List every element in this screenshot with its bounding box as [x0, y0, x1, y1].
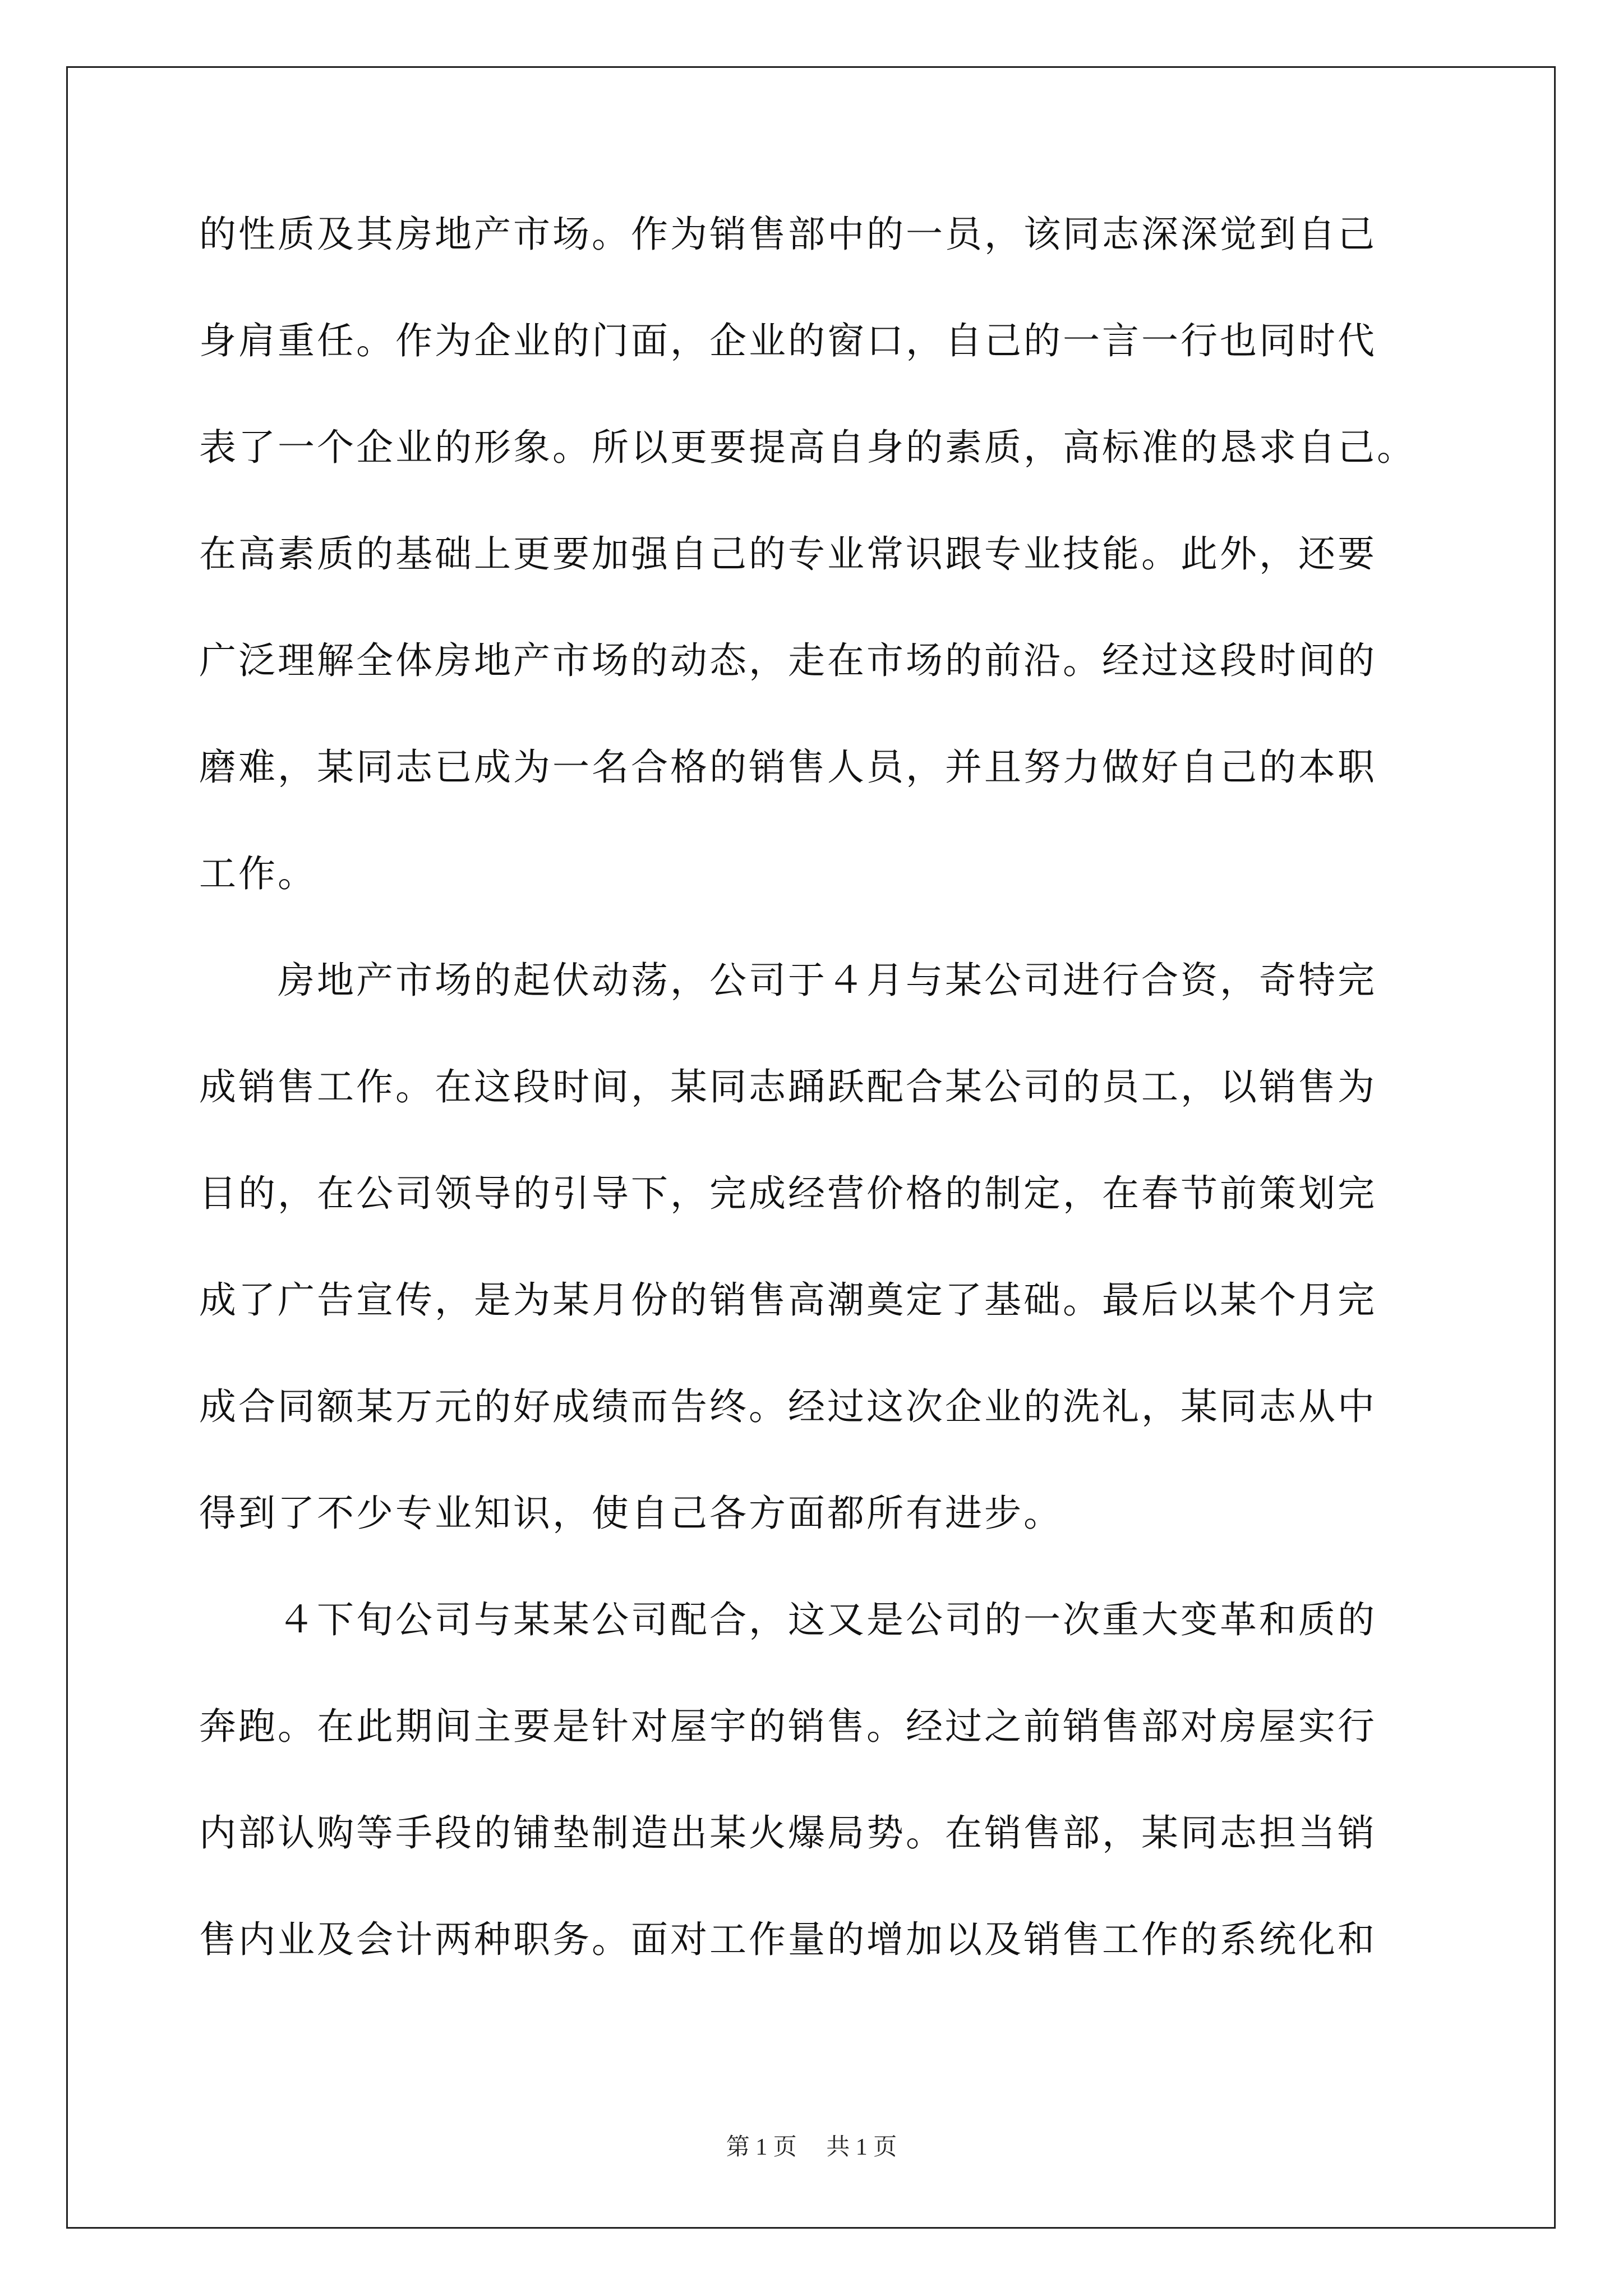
text-line: 身肩重任。作为企业的门面，企业的窗口，自己的一言一行也同时代 [199, 319, 1377, 362]
text-line: 表了一个企业的形象。所以更要提高自身的素质，高标准的恳求自己。 [199, 426, 1416, 469]
paragraph-3 [199, 1593, 1433, 1966]
text-line: 内部认购等手段的铺垫制造出某火爆局势。在销售部，某同志担当销 [199, 1811, 1377, 1855]
text-line: 奔跑。在此期间主要是针对屋宇的销售。经过之前销售部对房屋实行 [199, 1705, 1377, 1748]
text-line: 的性质及其房地产市场。作为销售部中的一员，该同志深深觉到自己 [199, 213, 1377, 256]
text-line: 成合同额某万元的好成绩而告终。经过这次企业的洗礼，某同志从中 [199, 1385, 1377, 1428]
text-line: 成了广告宣传，是为某月份的销售高潮奠定了基础。最后以某个月完 [199, 1278, 1377, 1322]
text-line: 成销售工作。在这段时间，某同志踊跃配合某公司的员工，以销售为 [199, 1065, 1377, 1108]
paragraph-1 [199, 208, 1433, 954]
text-line: 工作。 [199, 852, 317, 895]
text-line: 在高素质的基础上更要加强自己的专业常识跟专业技能。此外，还要 [199, 532, 1377, 576]
text-line: 售内业及会计两种职务。面对工作量的增加以及销售工作的系统化和 [199, 1918, 1377, 1961]
text-line: 房地产市场的起伏动荡，公司于４月与某公司进行合资，奇特完 [199, 959, 1377, 1002]
text-line: 广泛理解全体房地产市场的动态，走在市场的前沿。经过这段时间的 [199, 639, 1377, 682]
text-line: 得到了不少专业知识，使自己各方面都所有进步。 [199, 1492, 1063, 1535]
text-line: 目的，在公司领导的引导下，完成经营价格的制定，在春节前策划完 [199, 1172, 1377, 1215]
document-body [199, 208, 1433, 1966]
text-line: ４下旬公司与某某公司配合，这又是公司的一次重大变革和质的 [199, 1598, 1377, 1641]
text-line: 磨难，某同志已成为一名合格的销售人员，并且努力做好自己的本职 [199, 746, 1377, 789]
page-number-footer: 第 1 页 共 1 页 [726, 2134, 897, 2160]
paragraph-2 [199, 954, 1433, 1593]
